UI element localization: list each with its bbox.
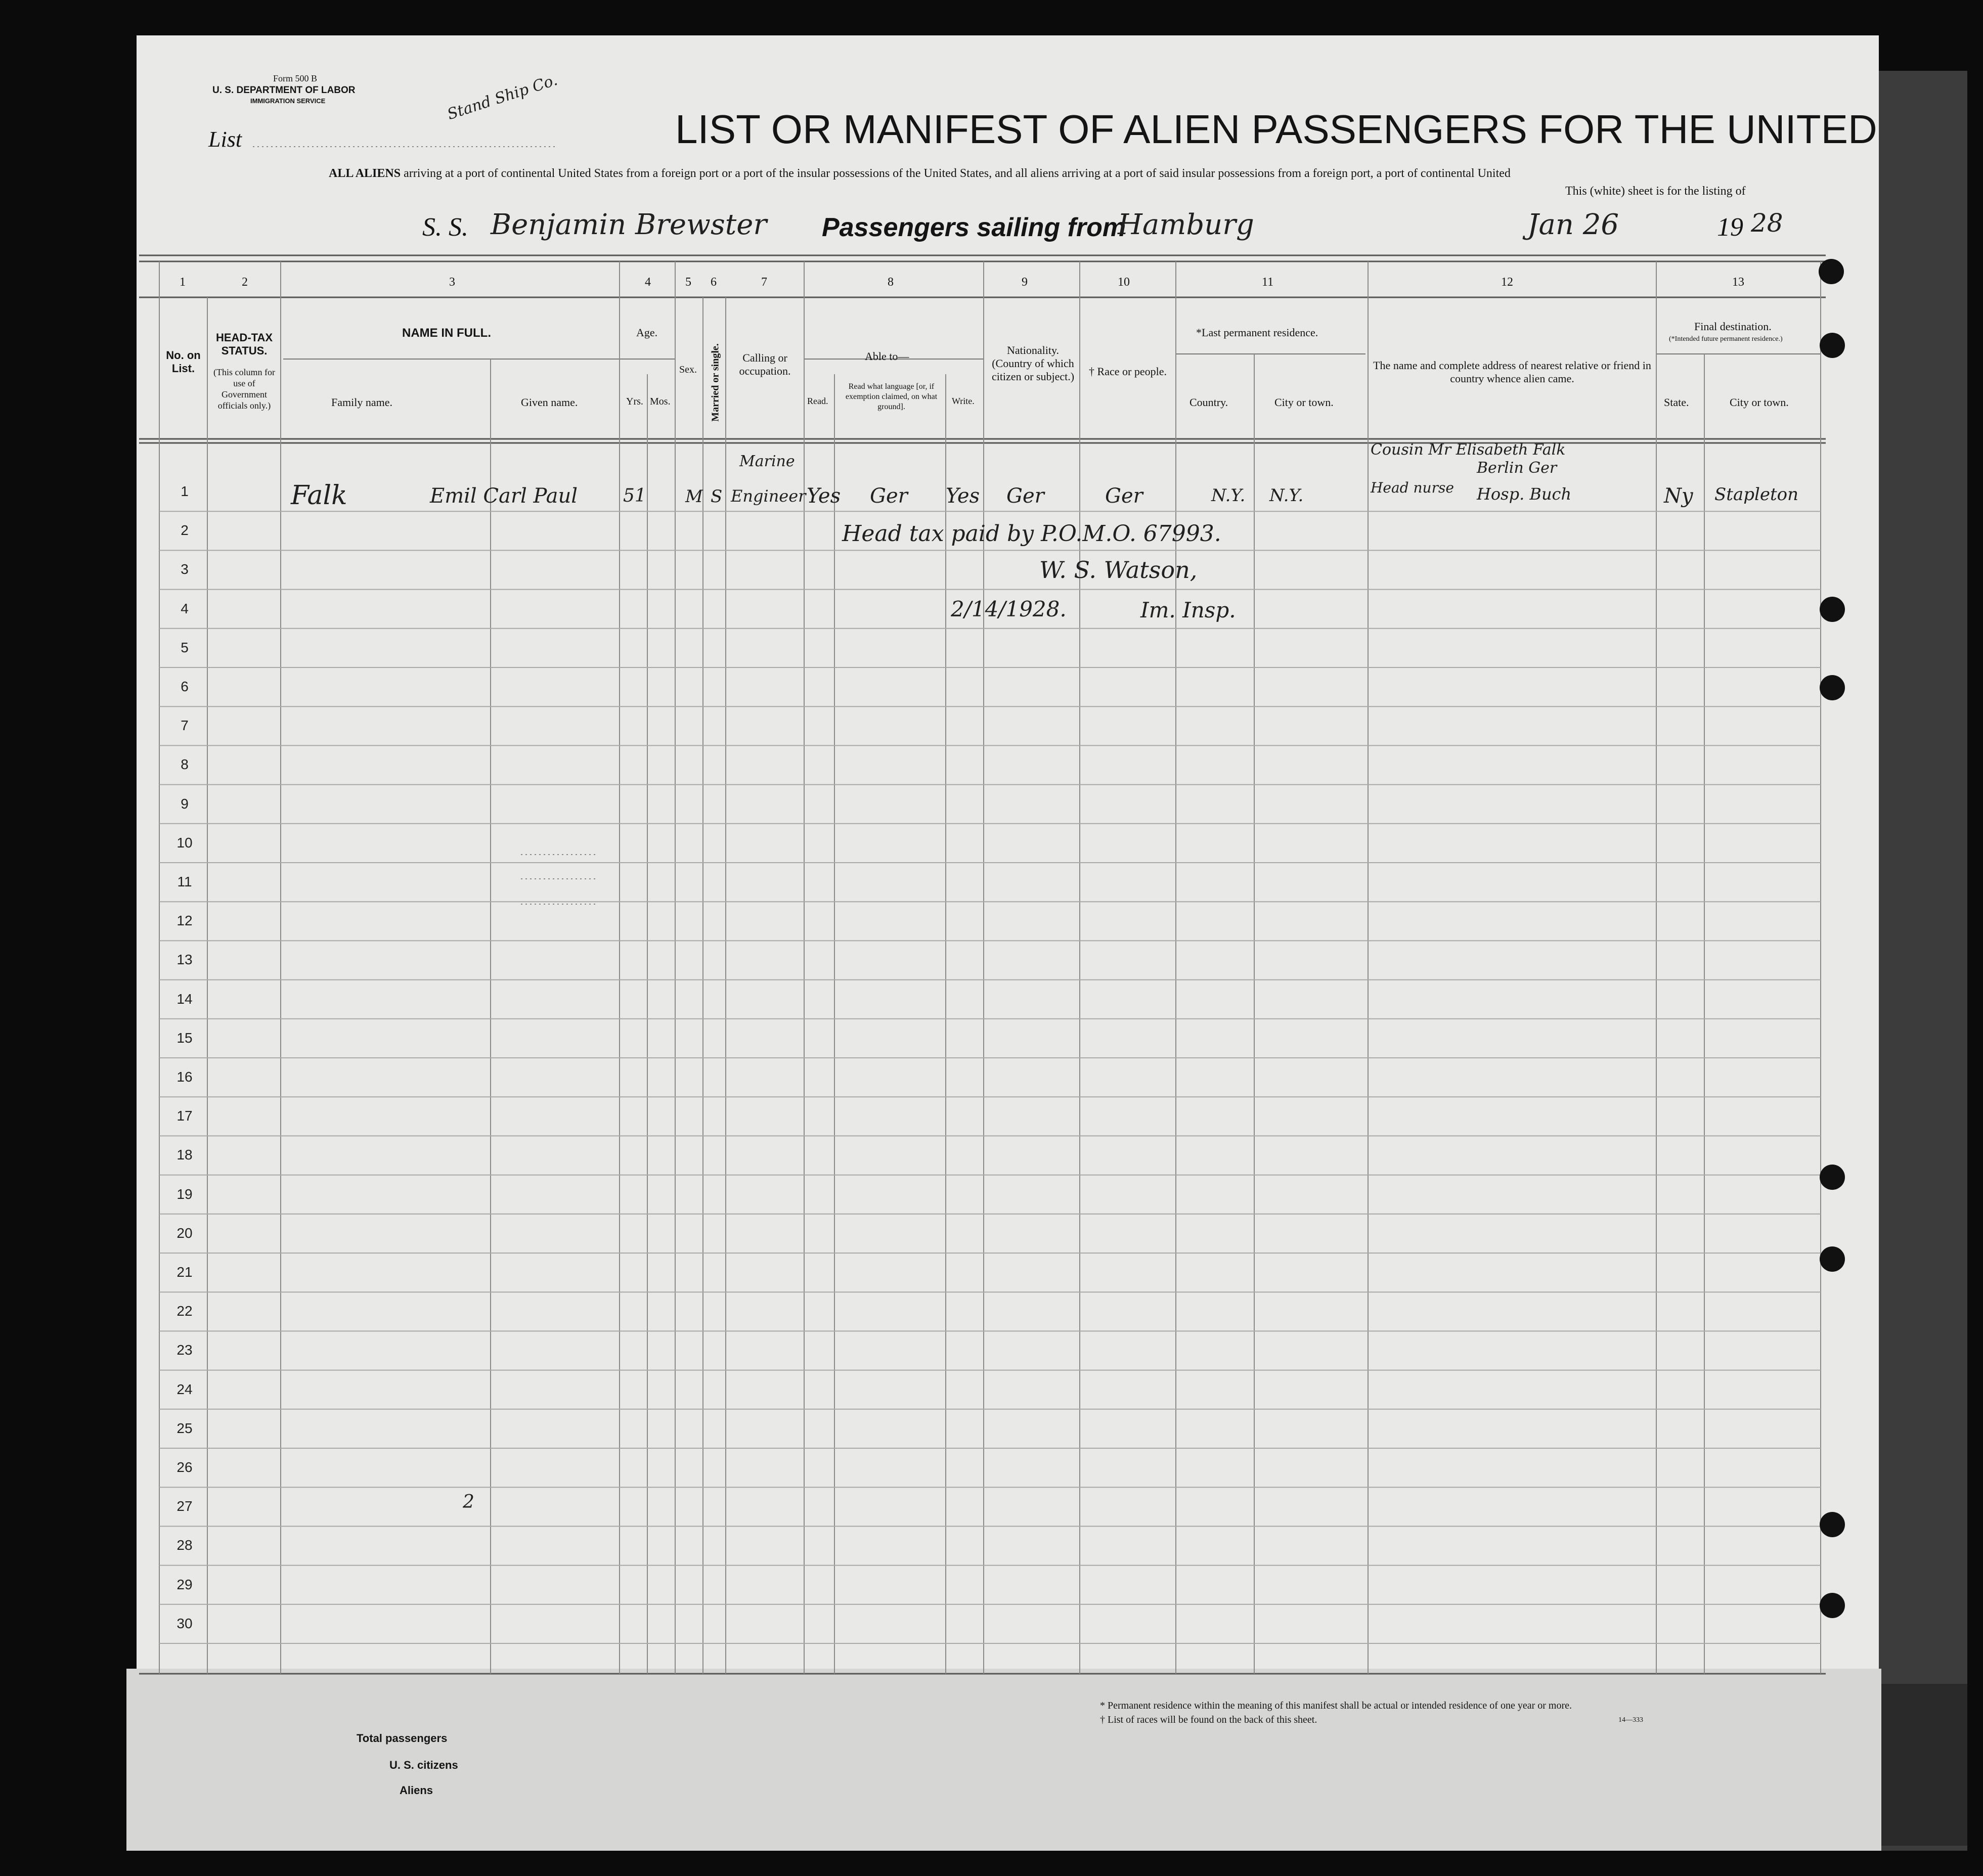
punch-hole	[1820, 1593, 1845, 1618]
entry-read-language: Ger	[870, 484, 908, 508]
header-write: Write.	[952, 396, 975, 406]
row-number: 21	[177, 1264, 193, 1280]
row-number: 30	[177, 1615, 193, 1631]
year-suffix: 28	[1751, 208, 1783, 238]
header-calling: Calling or occupation.	[739, 351, 791, 377]
header-state: State.	[1664, 396, 1689, 409]
aliens-label: Aliens	[400, 1784, 433, 1797]
header-family-name: Family name.	[331, 396, 392, 409]
column-number: 7	[761, 276, 767, 289]
row-number: 24	[177, 1381, 193, 1397]
instructions-bold: ALL ALIENS	[329, 167, 401, 180]
sailing-date: Jan 26	[1527, 208, 1619, 241]
instructions-text: arriving at a port of continental United States from a foreign port or a port of the insular possessions of the United States, and all aliens arriving at a port of said insular possessions from a foreign port, a port of continental United	[404, 167, 1511, 180]
entry-destination-city: Stapleton	[1714, 484, 1799, 505]
row-number: 19	[177, 1186, 193, 1202]
inspector-title: Im. Insp.	[1140, 598, 1236, 622]
header-dest-city: City or town.	[1730, 396, 1789, 409]
entry-relative-1: Cousin Mr Elisabeth Falk	[1371, 441, 1566, 459]
list-note-handwritten: Stand Ship Co.	[445, 71, 560, 124]
head-tax-annotation: Head tax paid by P.O.M.O. 67993.	[842, 521, 1221, 547]
header-given-name: Given name.	[521, 396, 578, 409]
row-number: 8	[181, 756, 189, 773]
ship-name: Benjamin Brewster	[491, 208, 767, 241]
header-head-tax: HEAD-TAX STATUS.	[215, 331, 273, 357]
row-number: 11	[177, 874, 192, 889]
header-mos: Mos.	[650, 396, 671, 407]
footnote-races: † List of races will be found on the back of this sheet.	[1100, 1714, 1317, 1725]
header-last-residence: *Last permanent residence.	[1196, 326, 1318, 339]
punch-hole	[1820, 1165, 1845, 1190]
row-number: 1	[181, 483, 189, 499]
row-number: 12	[177, 913, 193, 929]
column-number: 6	[711, 276, 717, 289]
row-number: 17	[177, 1108, 193, 1124]
column-number: 9	[1022, 276, 1028, 289]
column-number: 3	[449, 276, 455, 289]
entry-relative-3: Head nurse	[1371, 479, 1454, 496]
entry-relative-2: Berlin Ger	[1477, 459, 1557, 477]
row-number: 23	[177, 1342, 193, 1358]
column-number: 8	[888, 276, 894, 289]
punch-hole	[1820, 333, 1845, 358]
entry-read: Yes	[807, 484, 841, 508]
header-read: Read.	[807, 396, 828, 406]
column-number: 4	[645, 276, 651, 289]
inspector-name: W. S. Watson,	[1039, 556, 1198, 584]
column-number: 11	[1262, 276, 1274, 289]
row-number: 28	[177, 1537, 193, 1553]
punch-hole	[1819, 259, 1844, 284]
header-name-in-full: NAME IN FULL.	[402, 326, 491, 340]
entry-write: Yes	[946, 484, 980, 508]
entry-age-yrs: 51	[623, 485, 646, 506]
row-number: 26	[177, 1459, 193, 1475]
header-final-destination: Final destination.	[1694, 320, 1772, 333]
header-country: Country.	[1189, 396, 1228, 409]
header-read-language: Read what language [or, if exemption claimed, on what ground].	[845, 382, 938, 411]
header-no-on-list: No. on List.	[166, 349, 201, 375]
punch-hole	[1820, 1512, 1845, 1537]
year-prefix: 19	[1717, 213, 1743, 242]
entry-married: S	[711, 486, 723, 507]
header-sex: Sex.	[679, 364, 697, 375]
entry-destination-state: Ny	[1664, 484, 1693, 508]
entry-nationality: Ger	[1006, 484, 1044, 508]
row-number: 22	[177, 1303, 193, 1319]
header-married: Married or single.	[710, 343, 721, 422]
footnote-permanent-residence: * Permanent residence within the meaning of this manifest shall be actual or intended residence of one year or more.	[1100, 1700, 1572, 1711]
entry-family-name: Falk	[291, 480, 347, 511]
row-number: 18	[177, 1147, 193, 1163]
row-number: 27	[177, 1498, 193, 1514]
entry-occupation-1: Marine	[739, 453, 795, 470]
punch-hole	[1820, 675, 1845, 700]
column-number: 10	[1118, 276, 1130, 289]
manifest-title: LIST OR MANIFEST OF ALIEN PASSENGERS FOR THE UNITED	[675, 107, 1877, 152]
header-relative: The name and complete address of nearest relative or friend in country whence alien came.	[1373, 359, 1651, 385]
row-number: 5	[181, 639, 189, 655]
us-citizens-label: U. S. citizens	[389, 1759, 458, 1771]
entry-residence-city: N.Y.	[1269, 485, 1304, 506]
header-able-to: Able to—	[865, 350, 909, 363]
department-label: U. S. DEPARTMENT OF LABOR	[212, 85, 356, 96]
entry-race: Ger	[1105, 484, 1143, 508]
instructions-line-2: This (white) sheet is for the listing of	[1565, 185, 1746, 198]
inspection-date: 2/14/1928.	[951, 597, 1067, 621]
column-number: 2	[242, 276, 248, 289]
ss-label: S. S.	[422, 213, 468, 242]
row-number: 6	[181, 679, 189, 694]
row-number: 2	[181, 522, 189, 539]
total-passengers-label: Total passengers	[357, 1732, 448, 1745]
column-number: 5	[685, 276, 691, 289]
row-number: 7	[181, 718, 189, 734]
entry-given-name: Emil Carl Paul	[430, 484, 578, 508]
column-number: 1	[180, 276, 186, 289]
row-number: 25	[177, 1420, 193, 1436]
row-number: 9	[181, 795, 189, 812]
row-number: 16	[177, 1069, 193, 1085]
entry-residence-country: N.Y.	[1211, 485, 1246, 506]
header-final-note: (*Intended future permanent residence.)	[1669, 335, 1783, 343]
entry-relative-4: Hosp. Buch	[1477, 484, 1572, 504]
header-race: † Race or people.	[1089, 365, 1167, 378]
row-number: 10	[177, 834, 193, 851]
header-city-town: City or town.	[1274, 396, 1334, 409]
instructions-line-1	[329, 167, 1511, 181]
row-number: 4	[181, 600, 189, 616]
sailing-label: Passengers sailing from	[822, 213, 1126, 242]
list-label: List	[208, 127, 242, 152]
row-number: 29	[177, 1576, 193, 1592]
column-number: 13	[1732, 276, 1744, 289]
column-number: 12	[1501, 276, 1513, 289]
punch-hole	[1820, 1246, 1845, 1272]
row-number: 14	[177, 991, 193, 1007]
stray-mark: 2	[463, 1492, 474, 1512]
header-nationality: Nationality. (Country of which citizen or subject.)	[991, 344, 1075, 383]
row-number: 15	[177, 1030, 193, 1046]
header-head-tax-note: (This column for use of Government officials only.)	[213, 367, 275, 411]
row-number: 3	[181, 561, 189, 577]
form-number: Form 500 B	[273, 73, 318, 83]
form-code: 14—333	[1618, 1716, 1643, 1724]
row-number: 20	[177, 1225, 193, 1241]
header-yrs: Yrs.	[626, 396, 643, 407]
service-label: IMMIGRATION SERVICE	[250, 97, 326, 105]
punch-hole	[1820, 597, 1845, 622]
entry-sex: M	[685, 486, 703, 507]
port-name: Hamburg	[1118, 208, 1254, 241]
row-number: 13	[177, 952, 193, 968]
entry-occupation-2: Engineer	[731, 486, 806, 506]
header-age: Age.	[636, 326, 658, 339]
